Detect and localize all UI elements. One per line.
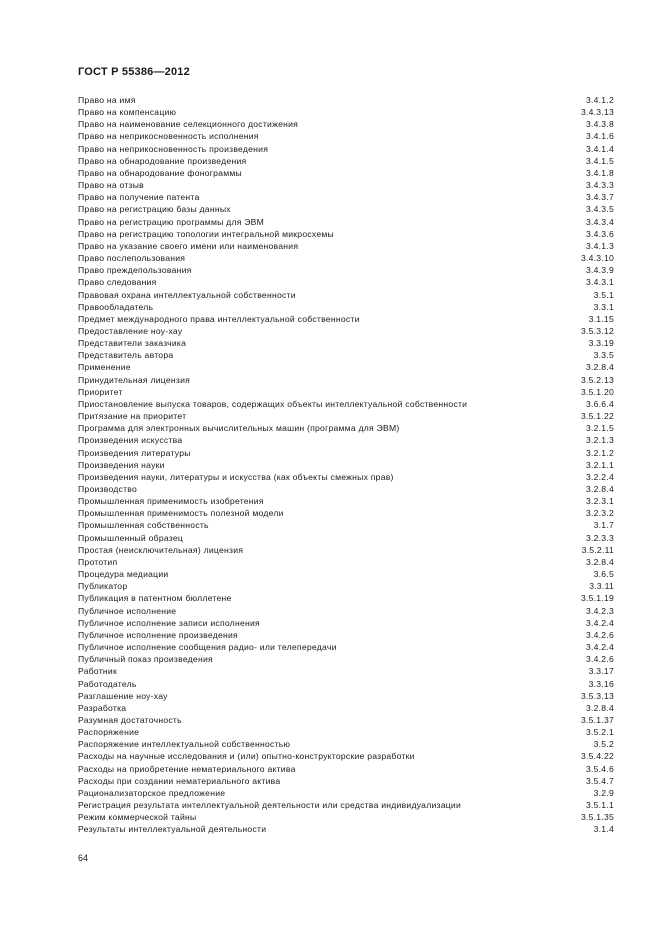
index-term: Право на обнародование произведения [78, 155, 247, 166]
index-reference: 3.5.1.35 [580, 812, 614, 823]
index-reference: 3.3.1 [593, 301, 614, 312]
index-term: Рационализаторское предложение [78, 787, 226, 798]
page-number: 64 [78, 853, 89, 863]
index-term: Предмет международного права интеллектуальной собственности [78, 313, 360, 324]
index-entry [78, 495, 614, 507]
index-term: Режим коммерческой тайны [78, 812, 197, 823]
index-entry [78, 374, 614, 386]
index-reference: 3.5.4.22 [580, 751, 614, 762]
index-entry [78, 289, 614, 301]
index-term: Право на неприкосновенность исполнения [78, 131, 259, 142]
index-reference: 3.2.1.3 [585, 435, 614, 446]
index-reference: 3.4.3.8 [585, 119, 614, 130]
index-entry [78, 252, 614, 264]
index-reference: 3.3.16 [588, 678, 614, 689]
index-term: Расходы при создании нематериального актива [78, 775, 281, 786]
index-entry [78, 811, 614, 823]
index-entry [78, 349, 614, 361]
index-entry [78, 459, 614, 471]
index-term: Публичное исполнение произведения [78, 629, 238, 640]
index-entry [78, 532, 614, 544]
index-entry [78, 106, 614, 118]
index-entry [78, 410, 614, 422]
index-reference: 3.4.3.13 [580, 107, 614, 118]
index-term: Правовая охрана интеллектуальной собственности [78, 289, 296, 300]
index-reference: 3.2.3.1 [585, 496, 614, 507]
index-reference: 3.5.1.20 [580, 386, 614, 397]
index-reference: 3.6.5 [593, 569, 614, 580]
index-reference: 3.3.19 [588, 338, 614, 349]
index-reference: 3.1.15 [588, 313, 614, 324]
index-entry [78, 665, 614, 677]
index-term: Расходы на научные исследования и (или) опытно-конструкторские разработки [78, 751, 415, 762]
index-entry [78, 471, 614, 483]
index-entry [78, 823, 614, 835]
index-reference: 3.5.3.12 [580, 325, 614, 336]
index-reference: 3.2.8.4 [585, 556, 614, 567]
index-entry [78, 483, 614, 495]
index-term: Публичное исполнение [78, 605, 177, 616]
index-term: Применение [78, 362, 131, 373]
index-entry [78, 556, 614, 568]
index-term: Право послепользования [78, 253, 186, 264]
index-reference: 3.4.2.6 [585, 629, 614, 640]
index-term: Представители заказчика [78, 338, 187, 349]
index-term: Правообладатель [78, 301, 154, 312]
index-entry [78, 507, 614, 519]
index-term: Разглашение ноу-хау [78, 690, 168, 701]
index-reference: 3.4.3.3 [585, 180, 614, 191]
index-entry [78, 714, 614, 726]
index-term: Право на регистрацию базы данных [78, 204, 231, 215]
index-reference: 3.5.4.6 [585, 763, 614, 774]
index-term: Регистрация результата интеллектуальной деятельности или средства индивидуализации [78, 800, 462, 811]
index-reference: 3.5.2 [593, 739, 614, 750]
index-entry [78, 130, 614, 142]
index-entry [78, 155, 614, 167]
index-term: Произведения искусства [78, 435, 183, 446]
index-reference: 3.4.3.5 [585, 204, 614, 215]
index-term: Промышленная применимость полезной модели [78, 508, 284, 519]
index-term: Прототип [78, 556, 118, 567]
index-reference: 3.4.1.8 [585, 167, 614, 178]
index-entry [78, 264, 614, 276]
index-entry [78, 787, 614, 799]
index-reference: 3.5.1 [593, 289, 614, 300]
index-term: Публичное исполнение записи исполнения [78, 617, 260, 628]
index-entry [78, 179, 614, 191]
index-entry [78, 605, 614, 617]
index-entry [78, 750, 614, 762]
index-term: Право преждепользования [78, 265, 192, 276]
index-entry [78, 118, 614, 130]
index-entry [78, 398, 614, 410]
index-reference: 3.2.1.2 [585, 447, 614, 458]
index-term: Принудительная лицензия [78, 374, 191, 385]
index-term: Представитель автора [78, 350, 174, 361]
index-term: Промышленная применимость изобретения [78, 496, 264, 507]
index-entry [78, 167, 614, 179]
index-reference: 3.4.1.6 [585, 131, 614, 142]
index-reference: 3.4.1.3 [585, 240, 614, 251]
index-reference: 3.1.7 [593, 520, 614, 531]
index-reference: 3.4.3.9 [585, 265, 614, 276]
index-reference: 3.2.3.3 [585, 532, 614, 543]
index-entry [78, 228, 614, 240]
index-entry [78, 216, 614, 228]
index-term: Право на неприкосновенность произведения [78, 143, 269, 154]
index-reference: 3.5.1.37 [580, 714, 614, 725]
index-reference: 3.4.1.4 [585, 143, 614, 154]
index-term: Право на имя [78, 95, 136, 105]
index-term: Промышленный образец [78, 532, 184, 543]
index-reference: 3.1.4 [593, 824, 614, 835]
index-entry [78, 678, 614, 690]
index-entry [78, 447, 614, 459]
index-term: Право на регистрацию топологии интегральной микросхемы [78, 228, 334, 239]
index-term: Право на указание своего имени или наименования [78, 240, 299, 251]
index-reference: 3.3.17 [588, 666, 614, 677]
index-reference: 3.4.3.1 [585, 277, 614, 288]
index-reference: 3.2.9 [593, 787, 614, 798]
index-term: Право на отзыв [78, 180, 144, 191]
index-term: Промышленная собственность [78, 520, 209, 531]
index-entry [78, 702, 614, 714]
index-term: Работник [78, 666, 117, 677]
index-term: Работодатель [78, 678, 137, 689]
index-reference: 3.6.6.4 [585, 398, 614, 409]
index-reference: 3.2.3.2 [585, 508, 614, 519]
index-entry [78, 361, 614, 373]
index-reference: 3.2.8.4 [585, 362, 614, 373]
index-entry [78, 775, 614, 787]
index-reference: 3.5.1.22 [580, 411, 614, 422]
index-term: Разработка [78, 702, 127, 713]
index-entry [78, 434, 614, 446]
index-term: Распоряжение интеллектуальной собственностью [78, 739, 291, 750]
index-reference: 3.2.1.1 [585, 459, 614, 470]
index-entry [78, 325, 614, 337]
index-reference: 3.4.1.5 [585, 155, 614, 166]
index-reference: 3.4.3.10 [580, 253, 614, 264]
index-reference: 3.4.3.6 [585, 228, 614, 239]
index-entry [78, 386, 614, 398]
index-term: Произведения науки, литературы и искусства (как объекты смежных прав) [78, 471, 394, 482]
index-term: Право на обнародование фонограммы [78, 167, 242, 178]
index-entry [78, 240, 614, 252]
index-term: Приоритет [78, 386, 123, 397]
index-term: Приостановление выпуска товаров, содержащих объекты интеллектуальной собственности [78, 398, 468, 409]
index-reference: 3.4.3.4 [585, 216, 614, 227]
index-term: Предоставление ноу-хау [78, 325, 183, 336]
index-reference: 3.4.1.2 [585, 95, 614, 105]
index-term: Разумная достаточность [78, 714, 182, 725]
index-reference: 3.4.3.7 [585, 192, 614, 203]
index-entry [78, 544, 614, 556]
index-reference: 3.4.2.6 [585, 654, 614, 665]
index-reference: 3.4.2.4 [585, 617, 614, 628]
index-entry [78, 690, 614, 702]
index-reference: 3.5.2.1 [585, 727, 614, 738]
index-entry [78, 519, 614, 531]
index-reference: 3.4.2.3 [585, 605, 614, 616]
index-entry [78, 143, 614, 155]
document-header: ГОСТ Р 55386—2012 [78, 66, 190, 78]
index-term: Публичный показ произведения [78, 654, 213, 665]
index-term: Право на компенсацию [78, 107, 177, 118]
index-reference: 3.2.8.4 [585, 702, 614, 713]
index-entry [78, 592, 614, 604]
index-entry [78, 422, 614, 434]
index-reference: 3.5.2.13 [580, 374, 614, 385]
index-entry [78, 94, 614, 106]
index-term: Программа для электронных вычислительных машин (программа для ЭВМ) [78, 423, 400, 434]
index-term: Право следования [78, 277, 157, 288]
index-entry [78, 726, 614, 738]
index-reference: 3.5.2.11 [581, 544, 614, 555]
index-term: Расходы на приобретение нематериального актива [78, 763, 296, 774]
index-term: Право на наименование селекционного достижения [78, 119, 299, 130]
index-entry [78, 738, 614, 750]
index-entry [78, 203, 614, 215]
index-term: Произведения науки [78, 459, 165, 470]
index-entry [78, 799, 614, 811]
index-entry [78, 568, 614, 580]
index-term: Притязание на приоритет [78, 411, 187, 422]
index-entry [78, 629, 614, 641]
index-reference: 3.2.1.5 [585, 423, 614, 434]
index-reference: 3.5.4.7 [585, 775, 614, 786]
index-term: Простая (неисключительная) лицензия [78, 544, 244, 555]
index-reference: 3.3.11 [589, 581, 614, 592]
index-entry [78, 276, 614, 288]
index-entry [78, 191, 614, 203]
index-entry [78, 617, 614, 629]
index-entry [78, 313, 614, 325]
index-entry [78, 641, 614, 653]
index-term: Произведения литературы [78, 447, 191, 458]
index-term: Публикатор [78, 581, 128, 592]
index-reference: 3.4.2.4 [585, 642, 614, 653]
index-term: Публикация в патентном бюллетене [78, 593, 232, 604]
index-term: Публичное исполнение сообщения радио- или телепередачи [78, 642, 337, 653]
index-term: Распоряжение [78, 727, 140, 738]
index-reference: 3.3.5 [593, 350, 614, 361]
index-reference: 3.5.1.19 [580, 593, 614, 604]
index-reference: 3.2.2.4 [585, 471, 614, 482]
index-reference: 3.5.1.1 [585, 800, 614, 811]
index-term: Процедура медиации [78, 569, 169, 580]
index-reference: 3.2.8.4 [585, 484, 614, 494]
index-entry [78, 301, 614, 313]
index-term: Результаты интеллектуальной деятельности [78, 824, 267, 835]
index-entry [78, 580, 614, 592]
index-entry [78, 653, 614, 665]
index-term: Производство [78, 484, 138, 494]
index-entry [78, 763, 614, 775]
index-term: Право на регистрацию программы для ЭВМ [78, 216, 265, 227]
alphabetical-index [78, 94, 614, 836]
index-reference: 3.5.3.13 [580, 690, 614, 701]
index-entry [78, 337, 614, 349]
index-term: Право на получение патента [78, 192, 200, 203]
